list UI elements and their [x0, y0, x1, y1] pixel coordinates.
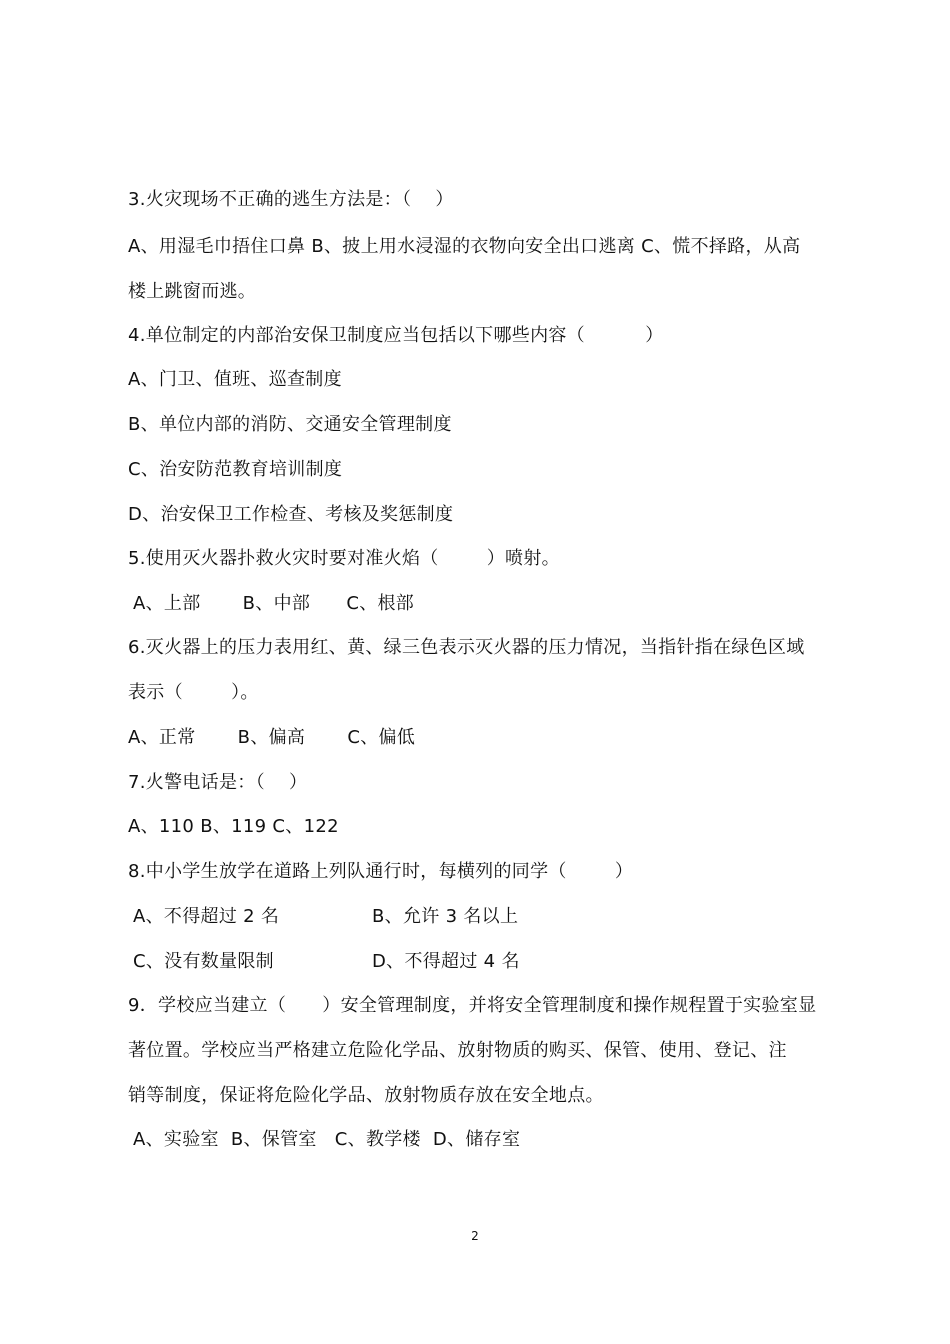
question-3-options: A、用湿毛巾捂住口鼻 B、披上用水浸湿的衣物向安全出口逃离 C、慌不择路，从高 — [128, 236, 801, 257]
question-4-option-d: D、治安保卫工作检查、考核及奖惩制度 — [128, 504, 454, 525]
question-3-options-continued: 楼上跳窗而逃。 — [128, 281, 257, 302]
question-4-stem: 4.单位制定的内部治安保卫制度应当包括以下哪些内容（ ） — [128, 325, 664, 346]
question-7-options: A、110 B、119 C、122 — [128, 816, 339, 837]
question-5-stem: 5.使用灭火器扑救火灾时要对准火焰（ ）喷射。 — [128, 548, 560, 569]
question-9-stem: 9．学校应当建立（ ）安全管理制度，并将安全管理制度和操作规程置于实验室显 — [128, 995, 817, 1016]
question-8-option-b: B、允许 3 名以上 — [372, 906, 519, 927]
question-8-stem: 8.中小学生放学在道路上列队通行时，每横列的同学（ ） — [128, 861, 634, 882]
question-5-options: A、上部 B、中部 C、根部 — [133, 593, 415, 614]
question-6-options: A、正常 B、偏高 C、偏低 — [128, 727, 416, 748]
question-3-stem: 3.火灾现场不正确的逃生方法是：（ ） — [128, 189, 454, 210]
question-9-stem-continued: 著位置。学校应当严格建立危险化学品、放射物质的购买、保管、使用、登记、注 — [128, 1040, 787, 1061]
question-8-option-d: D、不得超过 4 名 — [372, 951, 520, 972]
question-4-option-c: C、治安防范教育培训制度 — [128, 459, 343, 480]
page-number: 2 — [471, 1229, 479, 1243]
question-9-stem-end: 销等制度，保证将危险化学品、放射物质存放在安全地点。 — [128, 1085, 604, 1106]
question-7-stem: 7.火警电话是：（ ） — [128, 772, 308, 793]
question-9-options: A、实验室 B、保管室 C、教学楼 D、储存室 — [133, 1129, 521, 1150]
question-6-stem: 6.灭火器上的压力表用红、黄、绿三色表示灭火器的压力情况，当指针指在绿色区域 — [128, 637, 805, 658]
question-4-option-a: A、门卫、值班、巡查制度 — [128, 369, 342, 390]
question-8-option-a: A、不得超过 2 名 — [133, 906, 280, 927]
question-8-option-c: C、没有数量限制 — [133, 951, 274, 972]
question-4-option-b: B、单位内部的消防、交通安全管理制度 — [128, 414, 452, 435]
question-6-stem-continued: 表示（ ）。 — [128, 682, 259, 703]
